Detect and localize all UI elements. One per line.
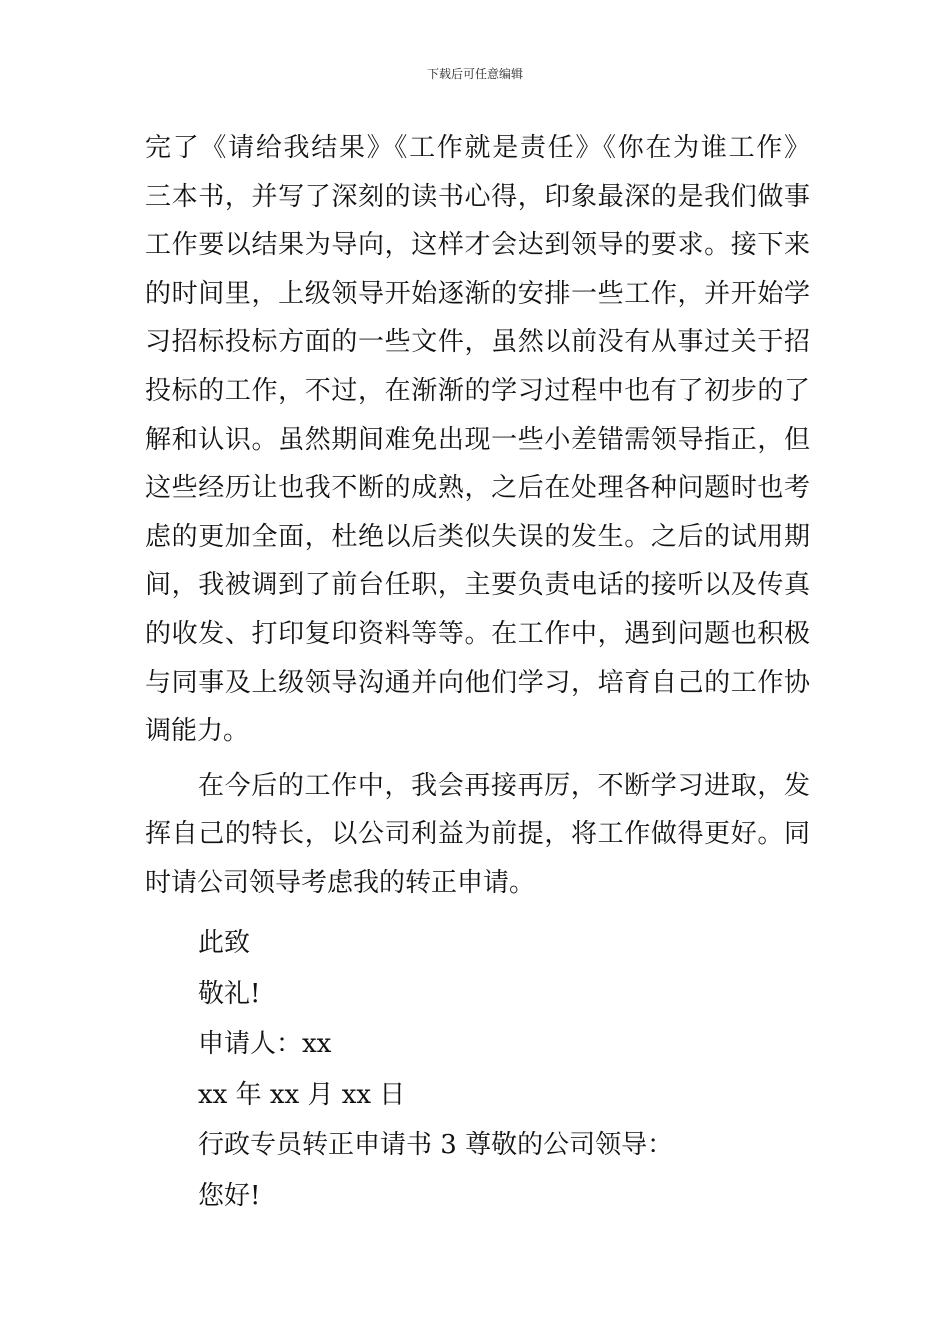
text-line: 虑的更加全面，杜绝以后类似失误的发生。之后的试用期 <box>145 521 810 552</box>
text-line: 的时间里，上级领导开始逐渐的安排一些工作，并开始学 <box>145 278 810 309</box>
text-line: 调能力。 <box>145 716 250 747</box>
text-line: 时请公司领导考虑我的转正申请。 <box>145 867 536 898</box>
respect-line: 敬礼! <box>198 978 261 1009</box>
text-line: 完了《请给我结果》《工作就是责任》《你在为谁工作》 <box>145 133 810 163</box>
salutation: 此致 <box>198 928 251 958</box>
applicant-line: 申请人：xx <box>198 1029 332 1059</box>
text-line: 习招标投标方面的一些文件，虽然以前没有从事过关于招 <box>145 327 810 358</box>
body-text <box>145 124 810 908</box>
text-line: 在今后的工作中，我会再接再厉，不断学习进取，发 <box>198 770 810 801</box>
text-line: 挥自己的特长，以公司利益为前提，将工作做得更好。同 <box>145 819 810 850</box>
page-header: 下载后可任意编辑 <box>426 67 523 81</box>
text-line: 间，我被调到了前台任职，主要负责电话的接听以及传真 <box>145 570 810 601</box>
text-line: 工作要以结果为导向，这样才会达到领导的要求。接下来 <box>145 230 810 261</box>
text-line: 这些经历让也我不断的成熟，之后在处理各种问题时也考 <box>145 473 810 504</box>
greeting-line: 您好! <box>198 1180 261 1211</box>
paragraph-1 <box>145 124 810 756</box>
text-line: 三本书，并写了深刻的读书心得，印象最深的是我们做事 <box>145 181 810 212</box>
text-line: 的收发、打印复印资料等等。在工作中，遇到问题也积极 <box>145 618 810 649</box>
paragraph-2 <box>145 762 810 908</box>
text-line: 解和认识。虽然期间难免出现一些小差错需领导指正，但 <box>145 424 810 455</box>
date-line: xx 年 xx 月 xx 日 <box>198 1079 406 1110</box>
closing-block <box>198 918 818 1221</box>
next-letter-title: 行政专员转正申请书 3 尊敬的公司领导： <box>198 1130 674 1160</box>
text-line: 与同事及上级领导沟通并向他们学习，培育自己的工作协 <box>145 667 810 698</box>
text-line: 投标的工作，不过，在渐渐的学习过程中也有了初步的了 <box>145 375 810 406</box>
